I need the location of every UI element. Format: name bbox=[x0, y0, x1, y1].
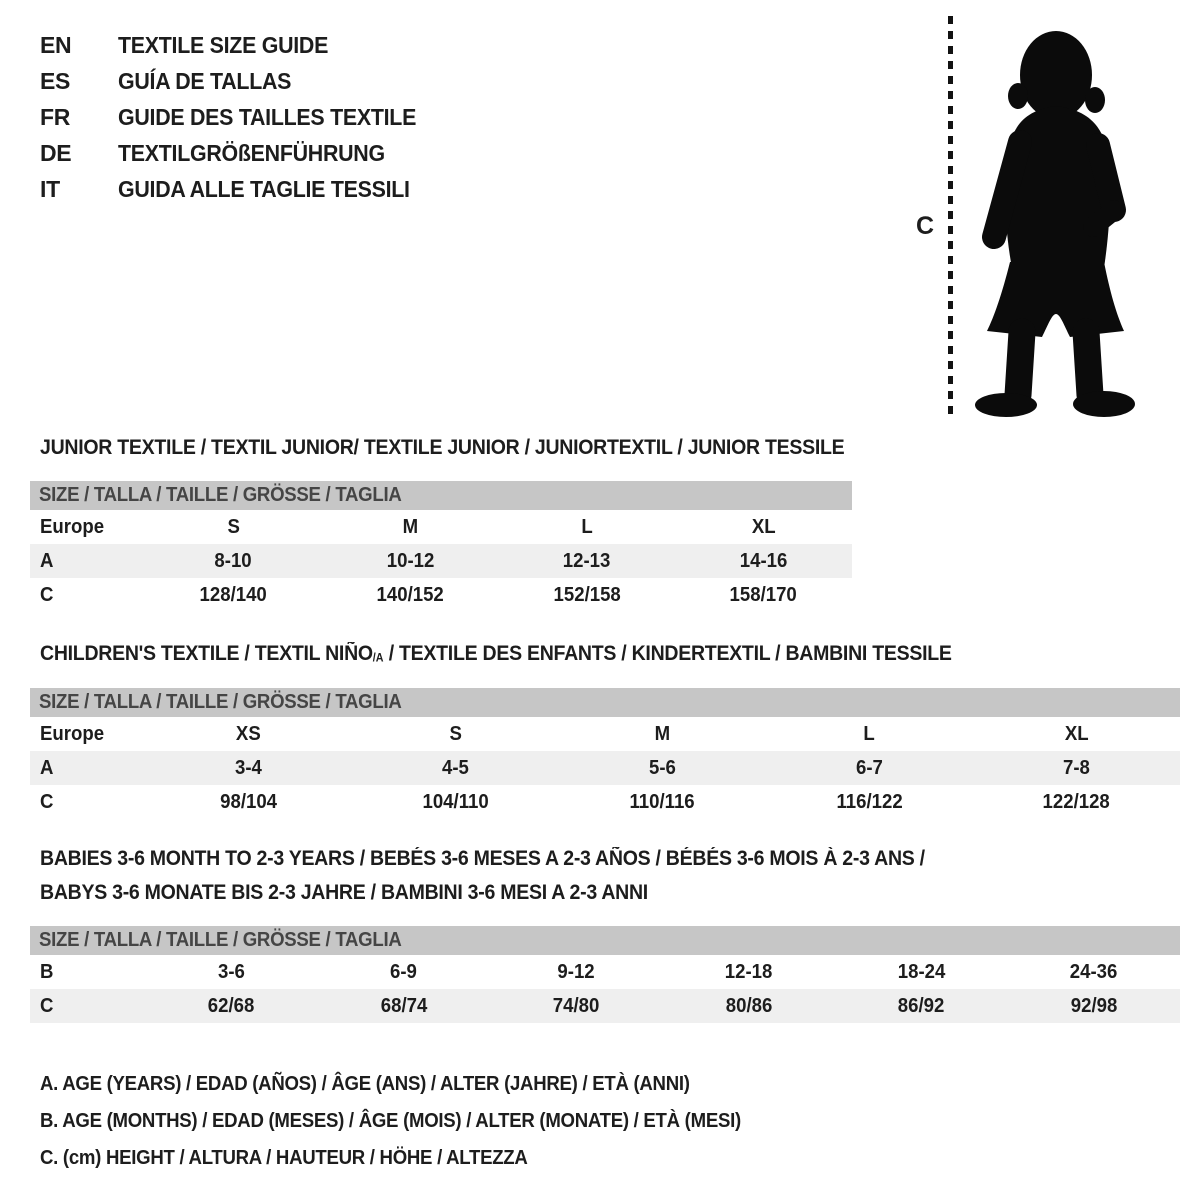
toddler-silhouette-icon bbox=[963, 14, 1141, 420]
table-row: C 62/68 68/74 74/80 80/86 86/92 92/98 bbox=[30, 989, 1180, 1023]
table-row: Europe XS S M L XL bbox=[30, 717, 1180, 751]
legend-line-b: B. AGE (MONTHS) / EDAD (MESES) / ÂGE (MOIS) / ALTER (MONATE) / ETÀ (MESI) bbox=[40, 1110, 741, 1132]
table-row: Europe S M L XL bbox=[30, 510, 852, 544]
table-header: SIZE / TALLA / TAILLE / GRÖSSE / TAGLIA bbox=[30, 481, 852, 510]
language-code: EN bbox=[40, 31, 72, 58]
list-item bbox=[40, 99, 439, 135]
height-dashed-line bbox=[948, 16, 953, 420]
table-row: B 3-6 6-9 9-12 12-18 18-24 24-36 bbox=[30, 955, 1180, 989]
table-row: C 98/104 104/110 110/116 116/122 122/128 bbox=[30, 785, 1180, 819]
guide-title: TEXTILGRÖßENFÜHRUNG bbox=[118, 139, 385, 166]
language-code: ES bbox=[40, 67, 71, 94]
language-code: IT bbox=[40, 175, 60, 202]
guide-title: GUIDA ALLE TAGLIE TESSILI bbox=[118, 175, 410, 202]
babies-size-table bbox=[30, 926, 1180, 1023]
row-label: C bbox=[40, 790, 54, 813]
list-item bbox=[40, 135, 439, 171]
gender-subscript: /A bbox=[372, 652, 384, 665]
guide-title: GUÍA DE TALLAS bbox=[118, 67, 292, 94]
table-header: SIZE / TALLA / TAILLE / GRÖSSE / TAGLIA bbox=[30, 688, 1180, 717]
row-label: C bbox=[40, 583, 54, 606]
section-title-children: CHILDREN'S TEXTILE / TEXTIL NIÑO/A / TEXTILE DES ENFANTS / KINDERTEXTIL / BAMBINI TESSILE bbox=[40, 642, 952, 665]
row-label: A bbox=[40, 756, 54, 779]
table-header: SIZE / TALLA / TAILLE / GRÖSSE / TAGLIA bbox=[30, 926, 1180, 955]
language-title-list bbox=[40, 27, 439, 207]
section-title-babies: BABIES 3-6 MONTH TO 2-3 YEARS / BEBÉS 3-6 MESES A 2-3 AÑOS / BÉBÉS 3-6 MOIS À 2-3 ANS / BABYS 3-6 MONATE BIS 2-3 JAHRE / BAMBINI 3-6 MESI A 2-3 ANNI bbox=[40, 847, 925, 904]
section-title-junior: JUNIOR TEXTILE / TEXTIL JUNIOR/ TEXTILE JUNIOR / JUNIORTEXTIL / JUNIOR TESSILE bbox=[40, 436, 845, 459]
height-measure-label: C bbox=[916, 212, 935, 240]
table-row: A 3-4 4-5 5-6 6-7 7-8 bbox=[30, 751, 1180, 785]
legend-line-c: C. (cm) HEIGHT / ALTURA / HAUTEUR / HÖHE / ALTEZZA bbox=[40, 1147, 528, 1169]
table-row: A 8-10 10-12 12-13 14-16 bbox=[30, 544, 852, 578]
list-item bbox=[40, 63, 439, 99]
row-label: Europe bbox=[40, 722, 105, 745]
list-item bbox=[40, 171, 439, 207]
children-size-table bbox=[30, 688, 1180, 819]
row-label: C bbox=[40, 994, 54, 1017]
measurement-legend bbox=[40, 1066, 794, 1177]
row-label: B bbox=[40, 960, 54, 983]
language-code: FR bbox=[40, 103, 71, 130]
table-row: C 128/140 140/152 152/158 158/170 bbox=[30, 578, 852, 612]
language-code: DE bbox=[40, 139, 72, 166]
guide-title: TEXTILE SIZE GUIDE bbox=[118, 31, 329, 58]
guide-title: GUIDE DES TAILLES TEXTILE bbox=[118, 103, 417, 130]
legend-line-a: A. AGE (YEARS) / EDAD (AÑOS) / ÂGE (ANS) / ALTER (JAHRE) / ETÀ (ANNI) bbox=[40, 1073, 690, 1095]
row-label: A bbox=[40, 549, 54, 572]
list-item bbox=[40, 27, 439, 63]
junior-size-table bbox=[30, 481, 852, 612]
row-label: Europe bbox=[40, 515, 105, 538]
